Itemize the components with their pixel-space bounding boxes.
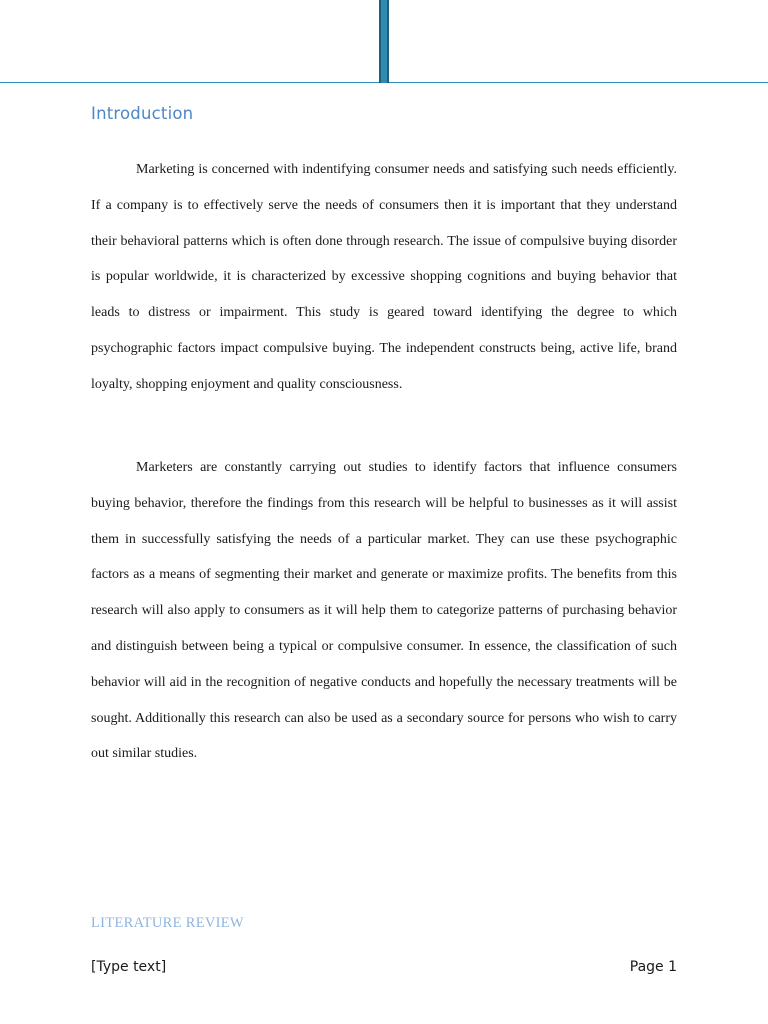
header-tab-marker bbox=[379, 0, 389, 83]
body-paragraph-1: Marketing is concerned with indentifying consumer needs and satisfying such needs efficiently. If a company is to effectively serve the needs of consumers then it is important that they understand their behavioral patterns which is often done through research. The issue of compulsive buying disorder is popular worldwide, it is characterized by excessive shopping cognitions and buying behavior that leads to distress or impairment. This study is geared toward identifying the degree to which psychographic factors impact compulsive buying. The independent constructs being, active life, brand loyalty, shopping enjoyment and quality consciousness. bbox=[91, 162, 677, 392]
footer-placeholder-text: [Type text] bbox=[91, 959, 167, 975]
section-heading-literature-review: LITERATURE REVIEW bbox=[91, 915, 244, 931]
footer-page-number: Page 1 bbox=[629, 959, 677, 975]
page-heading: Introduction bbox=[91, 104, 194, 123]
body-paragraph-2: Marketers are constantly carrying out studies to identify factors that influence consumers buying behavior, therefore the findings from this research will be helpful to businesses as it will assist them in successfully satisfying the needs of a particular market. They can use these psychographic factors as a means of segmenting their market and generate or maximize profits. The benefits from this research will also apply to consumers as it will help them to categorize patterns of purchasing behavior and distinguish between being a typical or compulsive consumer. In essence, the classification of such behavior will aid in the recognition of negative conducts and hopefully the necessary treatments will be sought. Additionally this research can also be used as a secondary source for persons who wish to carry out similar studies. bbox=[91, 460, 677, 762]
